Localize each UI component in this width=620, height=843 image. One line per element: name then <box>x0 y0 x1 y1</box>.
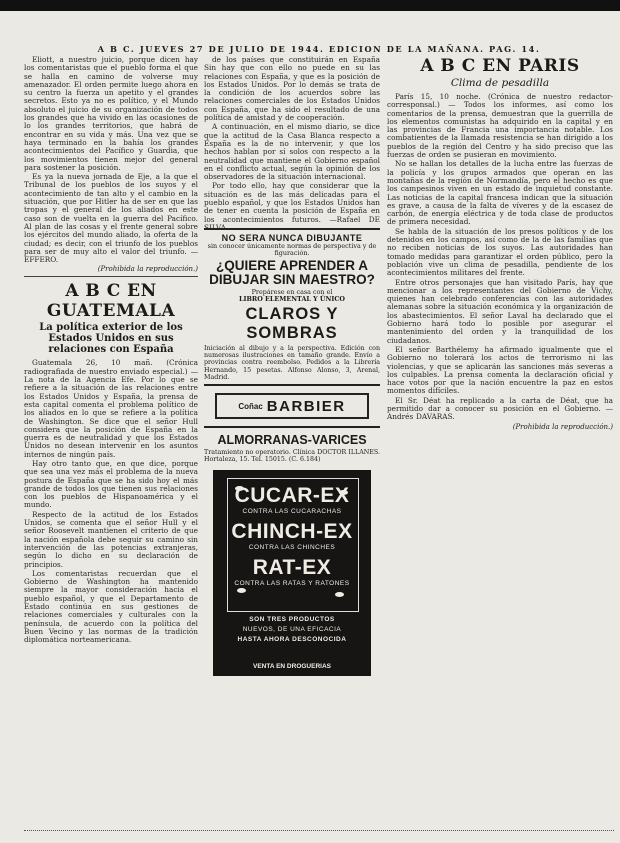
ad-book-title: CLAROS Y SOMBRAS <box>245 305 339 342</box>
ad-subline: Prepárese en casa con el <box>251 288 333 296</box>
article-paragraph: Hay otro tanto que, en que dice, porque que sea una vez más el problema de la nueva postura de España que se ha sido hoy el más grande de todos los que tienen sus relaciones con los pueblos de Hispanoamérica y el mundo. <box>24 458 198 510</box>
article-paragraph: de los países que constituirán en España Sin hay que con ello no puede en su las relaciones con España, y que es la posición de los Estados Unidos. Por lo demás se trata de la condición de los acuerdos sobre las relaciones comerciales de los Estados Unidos con España, que ha sido el resultado de una política de amistad y de cooperación. <box>204 55 380 123</box>
article-paragraph: El señor Barthélemy ha afirmado igualmente que el Gobierno no tolerará los actos de terrorismo ni las violencias, y que se aplicarán las sanciones más severas a los culpables. La prensa comenta la declaración oficial y hace votos por que la nación encuentre la paz en estos momentos difíciles. <box>387 344 613 396</box>
article-paragraph: Respecto de la actitud de los Estados Unidos, se comenta que el señor Hull y el señor Roosevelt mantienen el criterio de que la nación española debe seguir su camino sin intervención de las potencias extranjeras, según lo dicho en su declaración de principios. <box>24 509 198 569</box>
article-subtitle-guatemala: La política exterior de los Estados Unidos en sus relaciones con España <box>39 322 183 356</box>
column-middle-text <box>204 55 380 232</box>
article-paragraph: A continuación, en el mismo diario, se dice que la actitud de la Casa Blanca respecto a España es la de no intervenir, y que los hechos hablan por sí solos con respecto a la neutralidad que mantiene el Gobierno español en el conflicto actual, según la opinión de los observadores de la situación internacional. <box>204 122 380 182</box>
article-paragraph: Por todo ello, hay que considerar que la situación es de las más delicadas para el pueblo español, y que los Estados Unidos han de tener en cuenta la posición de España en los acontecimientos futuros. —Rafael DE SILVA. <box>204 181 380 232</box>
ad-drawing-course <box>204 228 380 384</box>
ad-clinic-body: Tratamiento no operatorio. Clínica DOCTOR ILLANES. Hortaleza, 15. Tel. 15015. (C. 6.184) <box>204 449 380 464</box>
article-title-paris: A B C EN PARIS <box>420 56 580 76</box>
ad-headline: NO SERA NUNCA DIBUJANTE <box>221 233 363 243</box>
article-subtitle-paris: Clima de pesadilla <box>450 77 550 89</box>
article-paragraph: Es ya la nueva jornada de Eje, a la que el Tribunal de los pueblos de los suyos y el acontecimiento de tan alto y el cambio en la situación, que por Hitler ha de ser en que las tropas y el general de los aliados en este caso son de vuelta en la guerra del Pacífico. Al plan de las cosas y el frente general sobre los ejércitos del mundo aliado, la oferta de la ciudad; es decir, con el triunfo de los pueblos para ser de muy alto el valor del triunfo. —EFFERO. <box>24 172 198 265</box>
top-border <box>0 0 620 11</box>
barbier-logo <box>215 393 369 419</box>
advertisements <box>204 228 380 676</box>
product-caption: CONTRA LAS RATAS Y RATONES <box>234 580 350 588</box>
ad-tagline: HASTA AHORA DESCONOCIDA <box>237 636 347 644</box>
ad-question: ¿QUIERE APRENDER A DIBUJAR SIN MAESTRO? <box>209 258 375 287</box>
bottom-border <box>24 830 614 837</box>
barbier-name: BARBIER <box>266 397 346 415</box>
article-paragraph: No se hallan los detalles de la lucha entre las fuerzas de la policía y los grupos armados que operan en las montañas de la región de Normandía, pero el hecho es que los campesinos viven en un estado de inquietud constante. Las noticias de la capital francesa indican que la situación es grave, a causa de la falta de víveres y de la escasez de carbón, de energía eléctrica y de toda clase de productos de primera necesidad. <box>387 159 613 227</box>
article-paragraph: Los comentaristas recuerdan que el Gobierno de Washington ha mantenido siempre la mayor consideración hacia el pueblo español, y que el Departamento de Estado continúa en sus gestiones de relaciones comerciales y culturales con la península, de acuerdo con la política del Buen Vecino y las normas de la tradición diplomática norteamericana. <box>24 568 198 645</box>
ad-clinic <box>204 426 380 466</box>
ad-subline: LIBRO ELEMENTAL Y ÚNICO <box>239 295 345 303</box>
product-caption: CONTRA LAS CHINCHES <box>248 544 336 552</box>
reproduction-note: (Prohibida la reproducción.) <box>512 422 613 431</box>
article-paragraph: Guatemala 26, 10 mañ. (Crónica radiografiada de nuestro enviado especial.) — La nota de la Agencia Efe. Por lo que se refiere a la situación de las relaciones entre los Estados Unidos y España, la prensa de esta capital comenta el problema político de los aliados en lo que se refiere a la política de Washington. Se dice que el señor Hull considera que la posición de España en la guerra es de neutralidad y que los Estados Unidos no desean intervenir en los asuntos internos de ningún país. <box>24 358 198 459</box>
product-cucarex: CUCAR-EX <box>234 484 350 508</box>
article-paragraph: Se habla de la situación de los presos políticos y de los detenidos en los campos, así como de la de las familias que no reciben noticias de los suyos. Las autoridades han tomado medidas para garantizar el orden público, pero la población vive un clima de pesadilla, pendiente de los acontecimientos militares del frente. <box>387 226 613 278</box>
ad-footer: VENTA EN DROGUERIAS <box>252 663 331 671</box>
article-paragraph: París 15, 10 noche. (Crónica de nuestro redactor-corresponsal.) — Todos los informes, así como los comentarios de la prensa, demuestran que la guerrilla de los elementos comunistas ha adquirido en la capital y en las provincias de Francia una importancia notable. Los combatientes de la llamada resistencia se han dirigido a los pueblos de la región del Centro y ha sido preciso que las fuerzas de orden se pusieran en movimiento. <box>387 92 613 160</box>
product-ratex: RAT-EX <box>252 556 332 580</box>
column-left <box>24 56 198 817</box>
ad-body: Iniciación al dibujo y a la perspectiva. Edición con numerosas ilustraciones en tamaño grande. Envío a provincias contra reembolso. Pedidos a la Librería Hernando, 15 pesetas. Alfonso Alonso, 3, Arenal, Madrid. <box>204 345 380 381</box>
product-chinchex: CHINCH-EX <box>231 520 353 544</box>
article-paragraph: Eliott, a nuestro juicio, porque dicen hay los comentaristas que el pueblo forma el que se halla en camino de volverse muy amenazador. El orden permite luego ahora en su centro la fuerza un apetito y el grandes secretos. Esto ya no es político, y el Mundo absoluto el juicio de su organización de todos los grandes que ha vivido en las ocasiones de lo los grandes territorios, que habrá de encontrar en su vida y más. Una vez que se haya terminado en la bahía los grandes acontecimientos del Pacífico y Guardia, que los movimientos tienen mejor del general para sostener la posición. <box>24 55 198 172</box>
ad-insecticide <box>213 470 371 676</box>
ad-barbier <box>204 384 380 426</box>
article-paragraph: El Sr. Déat ha replicado a la carta de Déat, que ha permitido dar a conocer su posición en el Gobierno. —Andrés DAVARAS. <box>387 395 613 422</box>
ad-tagline: NUEVOS, DE UNA EFICACIA <box>242 626 342 634</box>
column-right <box>387 56 613 817</box>
ad-tagline: SON TRES PRODUCTOS <box>249 616 335 624</box>
article-paragraph: Entre otros personajes que han visitado París, hay que mencionar a los representantes del Gobierno de Vichy, quienes han celebrado conferencias con las autoridades alemanas sobre la situación económica y la organización de los abastecimientos. El señor Laval ha declarado que el Gobierno hará todo lo posible por asegurar el mantenimiento del orden y la tranquilidad de los ciudadanos. <box>387 277 613 345</box>
product-caption: CONTRA LAS CUCARACHAS <box>242 508 342 516</box>
ad-subline: sin conocer únicamente normas de perspectiva y de figuración. <box>207 242 377 257</box>
reproduction-note: (Prohibida la reproducción.) <box>97 265 198 274</box>
barbier-prefix: Coñac <box>238 401 263 411</box>
divider <box>24 276 198 277</box>
article-title-guatemala: A B C EN GUATEMALA <box>46 281 176 322</box>
ad-clinic-title: ALMORRANAS-VARICES <box>217 433 367 448</box>
page-header: A B C. JUEVES 27 DE JULIO DE 1944. EDICION DE LA MAÑANA. PAG. 14. <box>97 44 541 54</box>
